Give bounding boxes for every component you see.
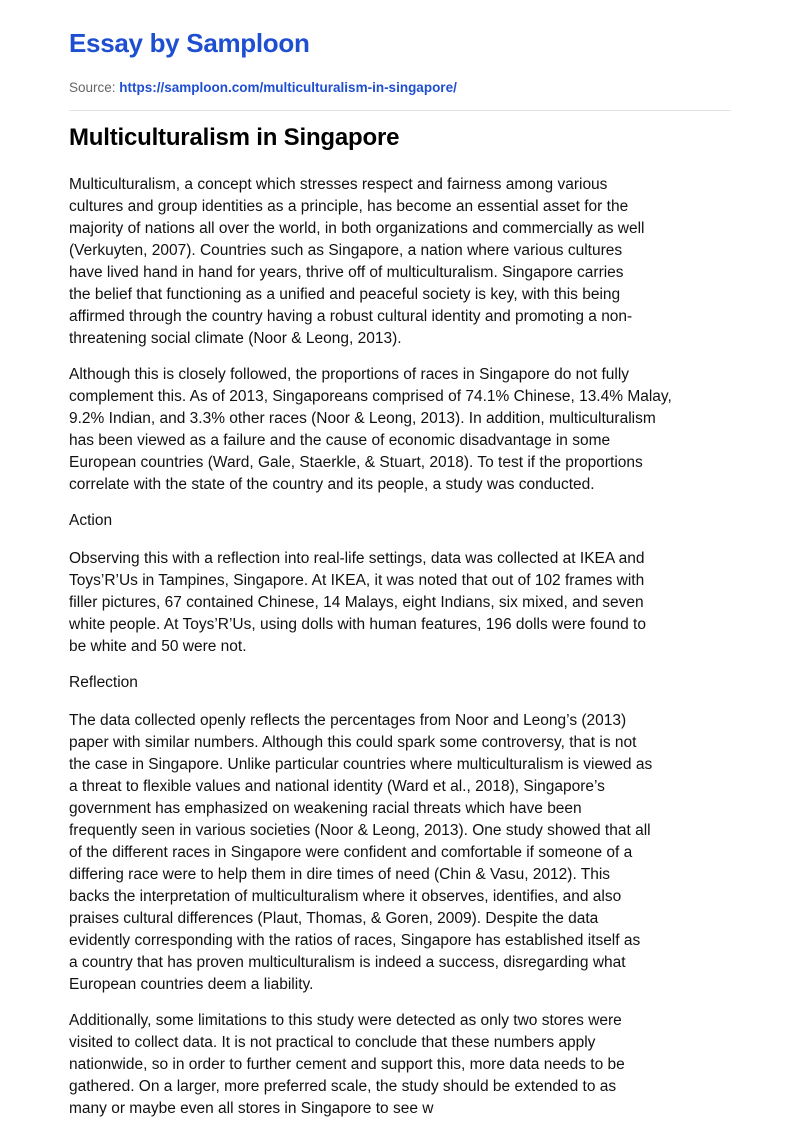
paragraph <box>69 548 731 658</box>
text-line: 9.2% Indian, and 3.3% other races (Noor & Leong, 2013). In addition, multiculturalism <box>69 410 656 427</box>
paragraph <box>69 174 731 350</box>
text-line: gathered. On a larger, more preferred scale, the study should be extended to as <box>69 1078 617 1095</box>
text-line: many or maybe even all stores in Singapore to see w <box>69 1100 434 1117</box>
text-line: Multiculturalism, a concept which stresses respect and fairness among various <box>69 176 608 193</box>
text-line: the belief that functioning as a unified and peaceful society is key, with this being <box>69 286 621 303</box>
text-line: praises cultural differences (Plaut, Thomas, & Goren, 2009). Despite the data <box>69 910 599 927</box>
text-line: correlate with the state of the country and its people, a study was conducted. <box>69 476 595 493</box>
text-line: Although this is closely followed, the proportions of races in Singapore do not fully <box>69 366 630 383</box>
text-line: Additionally, some limitations to this study were detected as only two stores were <box>69 1012 622 1029</box>
essay-title: Multiculturalism in Singapore <box>69 124 400 151</box>
essay-body <box>69 174 731 1134</box>
text-line: differing race were to help them in dire times of need (Chin & Vasu, 2012). This <box>69 866 611 883</box>
text-line: be white and 50 were not. <box>69 638 247 655</box>
text-line: backs the interpretation of multiculturalism where it observes, identifies, and also <box>69 888 622 905</box>
site-brand: Essay by Samploon <box>69 28 310 58</box>
text-line: a threat to flexible values and national identity (Ward et al., 2018), Singapore’s <box>69 778 605 795</box>
text-line: The data collected openly reflects the percentages from Noor and Leong’s (2013) <box>69 712 627 729</box>
paragraph <box>69 364 731 496</box>
text-line: nationwide, so in order to further cement and support this, more data needs to be <box>69 1056 625 1073</box>
divider <box>69 110 731 111</box>
text-line: European countries deem a liability. <box>69 976 314 993</box>
text-line: Toys’R’Us in Tampines, Singapore. At IKEA, it was noted that out of 102 frames with <box>69 572 645 589</box>
text-line: filler pictures, 67 contained Chinese, 14 Malays, eight Indians, six mixed, and seven <box>69 594 644 611</box>
section-heading <box>69 510 731 532</box>
section-heading <box>69 672 731 694</box>
text-line: a country that has proven multiculturalism is indeed a success, disregarding what <box>69 954 626 971</box>
text-line: has been viewed as a failure and the cause of economic disadvantage in some <box>69 432 611 449</box>
text-line: affirmed through the country having a robust cultural identity and promoting a non- <box>69 308 633 325</box>
text-line: complement this. As of 2013, Singaporeans comprised of 74.1% Chinese, 13.4% Malay, <box>69 388 672 405</box>
text-line: Observing this with a reflection into real-life settings, data was collected at IKEA and <box>69 550 645 567</box>
text-line: Reflection <box>69 674 138 691</box>
paragraph <box>69 1010 731 1120</box>
text-line: Action <box>69 512 113 529</box>
text-line: government has emphasized on weakening racial threats which have been <box>69 800 582 817</box>
text-line: frequently seen in various societies (Noor & Leong, 2013). One study showed that all <box>69 822 651 839</box>
text-line: majority of nations all over the world, in both organizations and commercially as well <box>69 220 645 237</box>
source-label: Source: <box>69 80 116 95</box>
text-line: evidently corresponding with the ratios of races, Singapore has established itself as <box>69 932 641 949</box>
text-line: visited to collect data. It is not practical to conclude that these numbers apply <box>69 1034 596 1051</box>
text-line: of the different races in Singapore were confident and comfortable if someone of a <box>69 844 633 861</box>
text-line: white people. At Toys’R’Us, using dolls with human features, 196 dolls were found to <box>69 616 646 633</box>
text-line: paper with similar numbers. Although this could spark some controversy, that is not <box>69 734 637 751</box>
source-line <box>69 80 457 95</box>
text-line: threatening social climate (Noor & Leong, 2013). <box>69 330 402 347</box>
source-link[interactable]: https://samploon.com/multiculturalism-in-singapore/ <box>119 80 457 95</box>
text-line: the case in Singapore. Unlike particular countries where multiculturalism is viewed as <box>69 756 653 773</box>
text-line: European countries (Ward, Gale, Staerkle, & Stuart, 2018). To test if the proportions <box>69 454 643 471</box>
paragraph <box>69 710 731 996</box>
text-line: (Verkuyten, 2007). Countries such as Singapore, a nation where various cultures <box>69 242 623 259</box>
text-line: cultures and group identities as a principle, has become an essential asset for the <box>69 198 629 215</box>
text-line: have lived hand in hand for years, thrive off of multiculturalism. Singapore carries <box>69 264 624 281</box>
